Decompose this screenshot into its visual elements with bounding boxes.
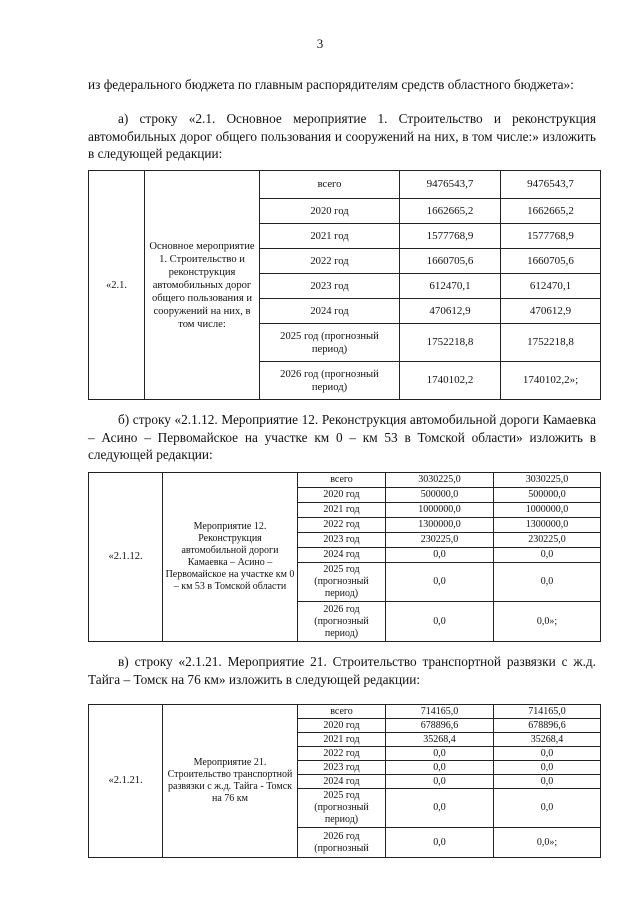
period-cell: 2020 год	[298, 488, 386, 503]
value-cell: 1660705,6	[501, 249, 601, 274]
item-a-paragraph: а) строку «2.1. Основное мероприятие 1. Строительство и реконструкция автомобильных дорог общего пользования и сооружений на них, в том числе:» изложить в следующей редакции:	[88, 111, 596, 161]
value-cell: 714165,0	[494, 705, 601, 719]
item-b-paragraph: б) строку «2.1.12. Мероприятие 12. Реконструкция автомобильной дороги Камаевка – Асино – Первомайское на участке км 0 – км 53 в Томской области» изложить в следующей редакции:	[88, 412, 596, 462]
period-cell: 2025 год (прогнозный период)	[298, 789, 386, 828]
value-cell: 470612,9	[400, 299, 501, 324]
period-cell: 2022 год	[298, 518, 386, 533]
value-cell: 1740102,2»;	[501, 362, 601, 400]
period-cell: 2026 год (прогнозный период)	[260, 362, 400, 400]
value-cell: 0,0	[386, 563, 494, 602]
value-cell: 1300000,0	[494, 518, 601, 533]
period-cell: 2020 год	[298, 719, 386, 733]
period-cell: всего	[298, 473, 386, 488]
item-a-code: «2.1.	[89, 171, 145, 400]
value-cell: 612470,1	[400, 274, 501, 299]
value-cell: 612470,1	[501, 274, 601, 299]
value-cell: 35268,4	[386, 733, 494, 747]
intro-paragraph: из федерального бюджета по главным распорядителям средств областного бюджета»:	[88, 77, 574, 92]
item-a-description: Основное мероприятие 1. Строительство и реконструкция автомобильных дорог общего пользования и сооружений на них, в том числе:	[145, 171, 260, 400]
value-cell: 230225,0	[494, 533, 601, 548]
period-cell: 2024 год	[298, 775, 386, 789]
period-cell: 2025 год (прогнозный период)	[298, 563, 386, 602]
item-a-table	[88, 170, 601, 400]
value-cell: 0,0	[386, 747, 494, 761]
value-cell: 35268,4	[494, 733, 601, 747]
period-cell: 2024 год	[298, 548, 386, 563]
value-cell: 3030225,0	[494, 473, 601, 488]
period-cell: всего	[260, 171, 400, 199]
value-cell: 1000000,0	[494, 503, 601, 518]
item-c-paragraph: в) строку «2.1.21. Мероприятие 21. Строительство транспортной развязки с ж.д. Тайга – Томск на 76 км» изложить в следующей редакции:	[88, 654, 596, 687]
period-cell: 2022 год	[260, 249, 400, 274]
period-cell: всего	[298, 705, 386, 719]
value-cell: 0,0»;	[494, 828, 601, 858]
period-cell: 2023 год	[260, 274, 400, 299]
period-cell: 2025 год (прогнозный период)	[260, 324, 400, 362]
value-cell: 0,0	[494, 548, 601, 563]
value-cell: 0,0	[386, 828, 494, 858]
item-b-description: Мероприятие 12. Реконструкция автомобильной дороги Камаевка – Асино – Первомайское на участке км 0 – км 53 в Томской области	[163, 473, 298, 642]
period-cell: 2022 год	[298, 747, 386, 761]
period-cell: 2023 год	[298, 533, 386, 548]
value-cell: 678896,6	[494, 719, 601, 733]
value-cell: 0,0	[386, 602, 494, 642]
item-c-code: «2.1.21.	[89, 705, 163, 858]
value-cell: 1752218,8	[501, 324, 601, 362]
value-cell: 1662665,2	[400, 199, 501, 224]
value-cell: 0,0	[494, 747, 601, 761]
period-cell: 2026 год (прогнозный	[298, 828, 386, 858]
item-b-table	[88, 472, 601, 642]
value-cell: 1660705,6	[400, 249, 501, 274]
period-cell: 2021 год	[260, 224, 400, 249]
value-cell: 0,0	[386, 548, 494, 563]
value-cell: 230225,0	[386, 533, 494, 548]
period-cell: 2026 год (прогнозный период)	[298, 602, 386, 642]
item-c-description: Мероприятие 21. Строительство транспортной развязки с ж.д. Тайга - Томск на 76 км	[163, 705, 298, 858]
item-c-table	[88, 704, 601, 858]
value-cell: 1577768,9	[501, 224, 601, 249]
value-cell: 1300000,0	[386, 518, 494, 533]
value-cell: 0,0	[386, 789, 494, 828]
value-cell: 0,0	[386, 761, 494, 775]
value-cell: 714165,0	[386, 705, 494, 719]
page-number: 3	[316, 36, 324, 51]
value-cell: 1740102,2	[400, 362, 501, 400]
value-cell: 1000000,0	[386, 503, 494, 518]
value-cell: 500000,0	[386, 488, 494, 503]
value-cell: 1662665,2	[501, 199, 601, 224]
value-cell: 470612,9	[501, 299, 601, 324]
value-cell: 678896,6	[386, 719, 494, 733]
value-cell: 0,0	[494, 789, 601, 828]
period-cell: 2024 год	[260, 299, 400, 324]
value-cell: 0,0	[494, 761, 601, 775]
value-cell: 0,0	[386, 775, 494, 789]
value-cell: 0,0	[494, 563, 601, 602]
value-cell: 9476543,7	[400, 171, 501, 199]
value-cell: 1577768,9	[400, 224, 501, 249]
value-cell: 500000,0	[494, 488, 601, 503]
value-cell: 0,0»;	[494, 602, 601, 642]
value-cell: 0,0	[494, 775, 601, 789]
period-cell: 2023 год	[298, 761, 386, 775]
value-cell: 1752218,8	[400, 324, 501, 362]
item-b-code: «2.1.12.	[89, 473, 163, 642]
value-cell: 9476543,7	[501, 171, 601, 199]
value-cell: 3030225,0	[386, 473, 494, 488]
period-cell: 2021 год	[298, 733, 386, 747]
period-cell: 2021 год	[298, 503, 386, 518]
period-cell: 2020 год	[260, 199, 400, 224]
